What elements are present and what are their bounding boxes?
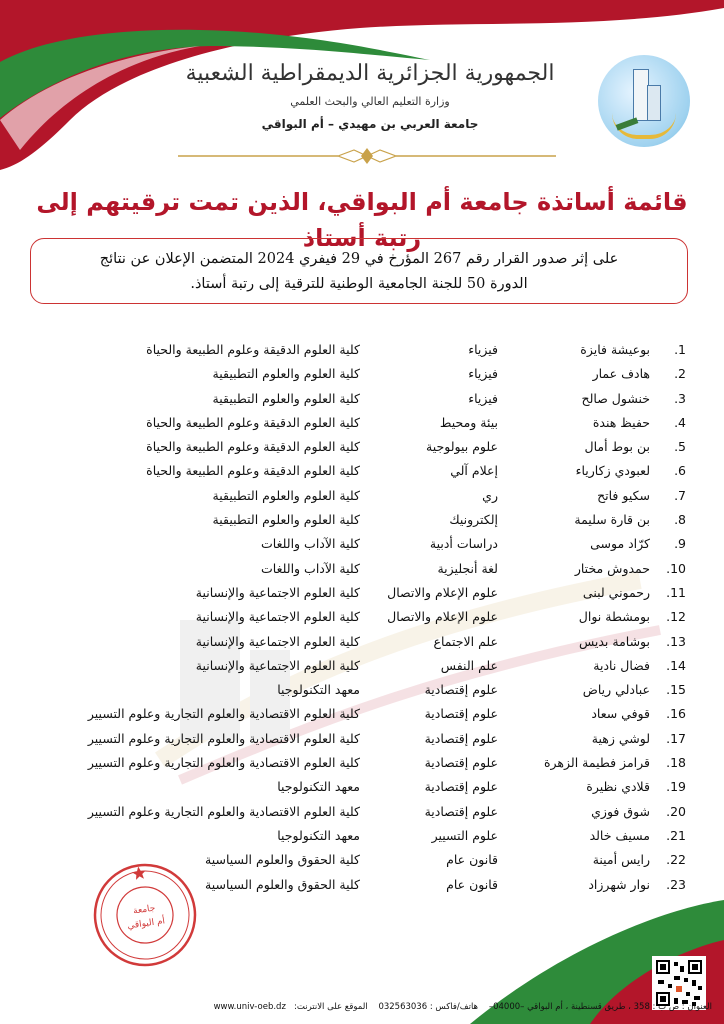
faculty: كلية العلوم الاقتصادية والعلوم التجارية وعلوم التسيير — [87, 706, 360, 722]
specialty: علم النفس — [440, 657, 498, 673]
stamp-center-line-1: جامعة — [132, 903, 157, 917]
ornament-divider — [178, 146, 556, 166]
list-item — [0, 654, 724, 678]
specialty: علوم الإعلام والاتصال — [387, 584, 498, 600]
specialty: علوم إقتصادية — [424, 755, 498, 771]
list-item — [0, 362, 724, 386]
professor-name: نوار شهرزاد — [588, 876, 650, 892]
intro-box — [30, 238, 688, 304]
faculty: كلية العلوم الدقيقة وعلوم الطبيعة والحياة — [146, 414, 360, 430]
specialty: قانون عام — [446, 876, 498, 892]
list-item — [0, 338, 724, 362]
specialty: علوم بيولوجية — [426, 439, 498, 455]
list-item — [0, 435, 724, 459]
item-number: 2. — [674, 366, 686, 382]
item-number: 10. — [666, 560, 686, 576]
footer-phone: هاتف/فاكس : 032563036 — [378, 1002, 479, 1012]
specialty: دراسات أدبية — [429, 536, 498, 552]
faculty: كلية العلوم الاجتماعية والإنسانية — [195, 657, 360, 673]
professor-name: لعبودي زكارياء — [575, 463, 650, 479]
item-number: 15. — [666, 682, 686, 698]
list-item — [0, 800, 724, 824]
document-title: قائمة أساتذة جامعة أم البواقي، الذين تمت ترقيتهم إلى رتبة أستاذ — [36, 188, 688, 252]
faculty: كلية الآداب واللغات — [261, 536, 360, 552]
specialty: علوم إقتصادية — [424, 706, 498, 722]
professor-name: بوعيشة فايزة — [580, 342, 650, 357]
professor-name: حفيظ هندة — [592, 414, 650, 430]
specialty: فيزياء — [468, 366, 498, 382]
footer-website-link[interactable]: www.univ-oeb.dz — [213, 1002, 286, 1012]
footer-address: العنوان : ص ب : 358 ، طريق قسنطينة ، أم البواقي –04000– — [488, 1002, 712, 1012]
specialty: علوم إقتصادية — [424, 803, 498, 819]
specialty: فيزياء — [468, 342, 498, 357]
specialty: لغة أنجليزية — [437, 560, 498, 576]
item-number: 16. — [666, 706, 686, 722]
item-number: 1. — [674, 342, 686, 357]
professors-list — [0, 338, 724, 897]
list-item — [0, 727, 724, 751]
professor-name: فضال نادية — [593, 657, 650, 673]
professor-name: رحموني لبنى — [582, 584, 650, 600]
faculty: كلية العلوم الدقيقة وعلوم الطبيعة والحياة — [146, 342, 360, 357]
item-number: 23. — [666, 876, 686, 892]
faculty: كلية العلوم والعلوم التطبيقية — [212, 487, 360, 503]
professor-name: بن بوط أمال — [584, 439, 650, 455]
faculty: معهد التكنولوجيا — [277, 827, 360, 843]
specialty: علم الاجتماع — [433, 633, 498, 649]
official-stamp — [85, 855, 205, 975]
list-item — [0, 824, 724, 848]
item-number: 4. — [674, 414, 686, 430]
faculty: كلية العلوم الاقتصادية والعلوم التجارية وعلوم التسيير — [87, 730, 360, 746]
letterhead — [170, 58, 570, 134]
faculty: كلية الحقوق والعلوم السياسية — [205, 876, 360, 892]
item-number: 22. — [666, 852, 686, 868]
specialty: علوم إقتصادية — [424, 730, 498, 746]
faculty: كلية العلوم الاجتماعية والإنسانية — [195, 609, 360, 625]
list-item — [0, 508, 724, 532]
list-item — [0, 411, 724, 435]
professor-name: كرّاد موسى — [590, 536, 650, 552]
list-item — [0, 630, 724, 654]
intro-line-2: الدورة 50 للجنة الجامعية الوطنية للترقية إلى رتبة أستاذ. — [190, 276, 528, 292]
university-logo — [598, 55, 690, 147]
specialty: إعلام آلي — [450, 463, 498, 479]
professor-name: شوق فوزي — [591, 803, 650, 819]
intro-line-1: على إثر صدور القرار رقم 267 المؤرخ في 29 فيفري 2024 المتضمن الإعلان عن نتائج — [99, 251, 619, 267]
faculty: كلية العلوم الدقيقة وعلوم الطبيعة والحياة — [146, 439, 360, 455]
republic-name: الجمهورية الجزائرية الديمقراطية الشعبية — [185, 61, 555, 86]
item-number: 3. — [674, 390, 686, 406]
specialty: قانون عام — [446, 852, 498, 868]
list-item — [0, 702, 724, 726]
faculty: كلية الآداب واللغات — [261, 560, 360, 576]
university-name: جامعة العربي بن مهيدي – أم البواقي — [261, 117, 479, 131]
faculty: معهد التكنولوجيا — [277, 682, 360, 698]
item-number: 21. — [666, 827, 686, 843]
item-number: 8. — [674, 512, 686, 528]
list-item — [0, 775, 724, 799]
item-number: 7. — [674, 487, 686, 503]
item-number: 13. — [666, 633, 686, 649]
professor-name: مسيف خالد — [589, 827, 650, 843]
list-item — [0, 484, 724, 508]
specialty: بيئة ومحيط — [439, 414, 498, 430]
specialty: فيزياء — [468, 390, 498, 406]
professor-name: لوشي زهية — [591, 730, 650, 746]
item-number: 17. — [666, 730, 686, 746]
list-item — [0, 532, 724, 556]
list-item — [0, 387, 724, 411]
faculty: كلية العلوم الاقتصادية والعلوم التجارية وعلوم التسيير — [87, 755, 360, 771]
item-number: 19. — [666, 779, 686, 795]
professor-name: عبادلي رياض — [582, 682, 650, 698]
faculty: كلية العلوم الاقتصادية والعلوم التجارية وعلوم التسيير — [87, 803, 360, 819]
professor-name: حمدوش مختار — [574, 560, 650, 576]
item-number: 20. — [666, 803, 686, 819]
list-item — [0, 678, 724, 702]
professor-name: سكيو فاتح — [597, 487, 650, 503]
item-number: 9. — [674, 536, 686, 552]
footer-website-label: الموقع على الانترنت: — [294, 1002, 368, 1012]
footer — [12, 1000, 712, 1014]
item-number: 18. — [666, 755, 686, 771]
faculty: كلية العلوم الاجتماعية والإنسانية — [195, 633, 360, 649]
professor-name: بن قارة سليمة — [574, 512, 650, 528]
faculty: كلية العلوم والعلوم التطبيقية — [212, 512, 360, 528]
list-item — [0, 581, 724, 605]
specialty: إلكترونيك — [449, 512, 498, 528]
item-number: 12. — [666, 609, 686, 625]
item-number: 5. — [674, 439, 686, 455]
professor-name: هادف عمار — [592, 366, 650, 382]
faculty: كلية العلوم الاجتماعية والإنسانية — [195, 584, 360, 600]
list-item — [0, 605, 724, 629]
faculty: كلية العلوم والعلوم التطبيقية — [212, 366, 360, 382]
professor-name: بوشامة بديس — [578, 633, 650, 649]
faculty: معهد التكنولوجيا — [277, 779, 360, 795]
item-number: 6. — [674, 463, 686, 479]
faculty: كلية العلوم الدقيقة وعلوم الطبيعة والحياة — [146, 463, 360, 479]
faculty: كلية العلوم والعلوم التطبيقية — [212, 390, 360, 406]
professor-name: قلادي نظيرة — [586, 779, 650, 795]
item-number: 11. — [666, 584, 686, 600]
list-item — [0, 459, 724, 483]
professor-name: قرامز فطيمة الزهرة — [543, 755, 650, 771]
specialty: علوم التسيير — [431, 827, 498, 843]
professor-name: قوفي سعاد — [591, 706, 650, 722]
professor-name: خنشول صالح — [581, 390, 650, 406]
list-item — [0, 751, 724, 775]
item-number: 14. — [666, 657, 686, 673]
specialty: علوم الإعلام والاتصال — [387, 609, 498, 625]
specialty: علوم إقتصادية — [424, 779, 498, 795]
specialty: علوم إقتصادية — [424, 682, 498, 698]
professor-name: رايس أمينة — [592, 852, 650, 868]
stamp-center-line-2: أم البواقي — [126, 916, 166, 932]
specialty: ري — [482, 487, 498, 503]
faculty: كلية الحقوق والعلوم السياسية — [205, 852, 360, 868]
professor-name: بومشطة نوال — [578, 609, 650, 625]
ministry-name: وزارة التعليم العالي والبحث العلمي — [290, 95, 450, 108]
list-item — [0, 557, 724, 581]
